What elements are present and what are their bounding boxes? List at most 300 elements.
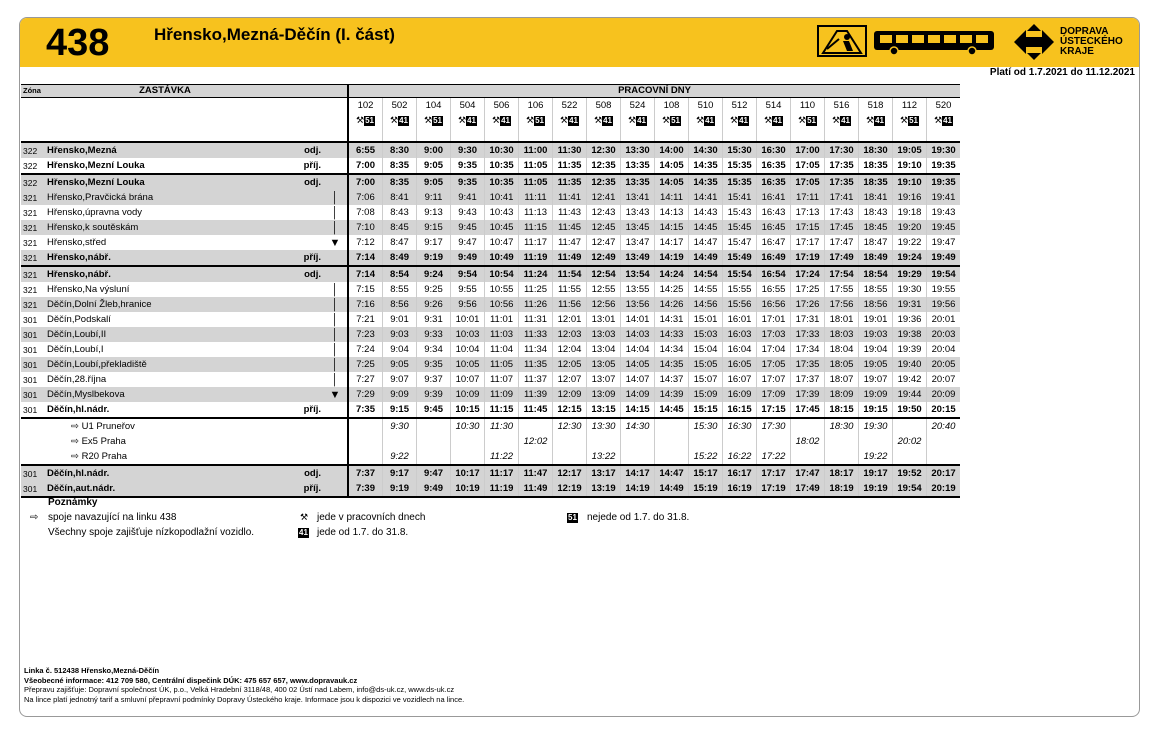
stop-flag: příj. (285, 481, 323, 497)
trip-marks (825, 113, 859, 142)
direction-arrow (323, 481, 348, 497)
time-cell (485, 434, 519, 449)
time-cell: 12:54 (587, 266, 621, 282)
zone-cell: 301 (21, 327, 45, 342)
time-cell: 12:30 (553, 418, 587, 434)
flag-header (285, 85, 323, 98)
time-cell: 10:19 (451, 481, 485, 497)
time-cell: 11:47 (553, 235, 587, 250)
stop-name: Děčín,Podskalí (47, 313, 111, 325)
time-cell: 17:49 (825, 250, 859, 266)
workday-icon: ⚒ (560, 115, 569, 125)
time-cell (825, 434, 859, 449)
time-cell: 11:43 (553, 205, 587, 220)
time-cell: 14:19 (621, 481, 655, 497)
time-cell: 12:02 (519, 434, 553, 449)
badge-41-note: jede od 1.7. do 31.8. (317, 527, 409, 538)
time-cell: 15:30 (723, 142, 757, 158)
time-cell: 9:15 (417, 220, 451, 235)
time-cell: 17:19 (757, 481, 791, 497)
timetable-sheet (19, 17, 1140, 717)
time-cell: 11:01 (485, 312, 519, 327)
time-cell (451, 434, 485, 449)
time-cell (655, 434, 689, 449)
time-cell: 14:15 (655, 220, 689, 235)
time-cell: 11:15 (485, 402, 519, 418)
time-cell: 17:04 (757, 342, 791, 357)
stop-name: Hřensko,Na výsluní (47, 283, 130, 295)
stop-name: Děčín,hl.nádr. (45, 465, 285, 481)
low-floor-note: Všechny spoje zajišťuje nízkopodlažní vozidlo. (48, 527, 255, 538)
time-cell: 11:17 (485, 465, 519, 481)
time-cell: 16:09 (723, 387, 757, 402)
time-cell: 11:35 (519, 357, 553, 372)
time-cell: 16:30 (723, 418, 757, 434)
stop-flag: odj. (285, 174, 323, 190)
time-cell: 19:10 (893, 174, 927, 190)
time-cell: 8:30 (383, 142, 417, 158)
table-row (21, 387, 960, 402)
trip-badge: 41 (773, 116, 782, 125)
time-cell: 20:02 (893, 434, 927, 449)
stop-flag (285, 312, 323, 327)
time-cell: 16:15 (723, 402, 757, 418)
brand-line: KRAJE (1060, 46, 1094, 57)
time-cell: 19:54 (893, 481, 927, 497)
time-cell: 18:41 (859, 190, 893, 205)
trip-marks (417, 113, 451, 142)
time-cell: 17:13 (791, 205, 825, 220)
workday-icon: ⚒ (628, 115, 637, 125)
time-cell: 14:56 (689, 297, 723, 312)
time-cell: 9:45 (451, 220, 485, 235)
time-cell: 19:36 (893, 312, 927, 327)
spacer (323, 98, 348, 114)
table-row (21, 235, 960, 250)
time-cell: 11:45 (553, 220, 587, 235)
direction-arrow (323, 250, 348, 266)
spacer (323, 113, 348, 142)
time-cell: 15:17 (689, 465, 723, 481)
trip-number: 108 (655, 98, 689, 114)
time-cell: 14:49 (689, 250, 723, 266)
stop-name: Hřensko,nábř. (45, 266, 285, 282)
time-cell: 15:54 (723, 266, 757, 282)
time-cell: 9:07 (383, 372, 417, 387)
time-cell: 15:55 (723, 282, 757, 297)
time-cell: 9:09 (383, 387, 417, 402)
time-cell: 7:35 (348, 402, 383, 418)
time-cell: 10:49 (485, 250, 519, 266)
direction-arrow (323, 266, 348, 282)
time-cell: 11:24 (519, 266, 553, 282)
time-cell: 20:19 (927, 481, 961, 497)
time-cell: 8:35 (383, 174, 417, 190)
time-cell: 13:45 (621, 220, 655, 235)
time-cell: 12:04 (553, 342, 587, 357)
time-cell: 14:00 (655, 142, 689, 158)
time-cell: 14:43 (689, 205, 723, 220)
time-cell: 19:47 (927, 235, 961, 250)
time-cell: 9:41 (451, 190, 485, 205)
time-cell: 13:07 (587, 372, 621, 387)
time-cell: 13:55 (621, 282, 655, 297)
time-cell: 11:09 (485, 387, 519, 402)
workday-icon: ⚒ (526, 115, 535, 125)
time-cell: 19:10 (893, 158, 927, 174)
trip-marks (859, 113, 893, 142)
time-cell: 7:16 (348, 297, 383, 312)
trip-marks (927, 113, 961, 142)
time-cell: 20:01 (927, 312, 961, 327)
time-cell: 19:35 (927, 158, 961, 174)
time-cell (723, 434, 757, 449)
trip-badge: 41 (943, 116, 952, 125)
trip-marks (621, 113, 655, 142)
stop-name: Hřensko,úpravna vody (47, 206, 143, 218)
direction-arrow: ▼ (329, 236, 341, 249)
time-cell: 9:47 (451, 235, 485, 250)
time-cell: 14:07 (621, 372, 655, 387)
table-row (21, 190, 960, 205)
connection-note: spoje navazující na linku 438 (48, 512, 177, 523)
time-cell: 18:02 (791, 434, 825, 449)
time-cell: 19:39 (893, 342, 927, 357)
footer-tariff: Na lince platí jednotný tarif a smluvní přepravní podmínky Dopravy Ústeckého kraje. Informace jsou k dispozici ve vozidlech na lince. (24, 694, 465, 704)
time-cell: 12:56 (587, 297, 621, 312)
workday-icon: ⚒ (798, 115, 807, 125)
time-cell: 19:45 (927, 220, 961, 235)
table-row (21, 449, 960, 465)
direction-arrow: │ (331, 343, 339, 356)
direction-arrow: │ (323, 297, 348, 312)
time-cell: 12:01 (553, 312, 587, 327)
time-cell: 8:56 (383, 297, 417, 312)
trip-number: 106 (519, 98, 553, 114)
time-cell: 16:35 (757, 174, 791, 190)
time-cell: 13:30 (621, 142, 655, 158)
time-cell: 17:09 (757, 387, 791, 402)
table-row (21, 250, 960, 266)
zone-cell: 321 (21, 266, 45, 282)
time-cell: 9:43 (451, 205, 485, 220)
time-cell: 11:05 (519, 158, 553, 174)
time-cell: 17:25 (791, 282, 825, 297)
zone-cell: 321 (21, 297, 45, 312)
time-cell: 11:11 (519, 190, 553, 205)
time-cell: 9:33 (417, 327, 451, 342)
time-cell: 19:35 (927, 174, 961, 190)
time-cell: 19:05 (859, 357, 893, 372)
time-cell: 9:19 (417, 250, 451, 266)
zone-cell: 321 (23, 284, 38, 295)
trip-badge: 41 (841, 116, 850, 125)
time-cell: 15:43 (723, 205, 757, 220)
time-cell: 7:12 (348, 235, 383, 250)
time-cell: 10:30 (451, 418, 485, 434)
time-cell: 14:47 (689, 235, 723, 250)
time-cell: 9:00 (417, 142, 451, 158)
time-cell: 16:01 (723, 312, 757, 327)
time-cell: 16:35 (757, 158, 791, 174)
time-cell: 17:05 (757, 357, 791, 372)
time-cell: 18:04 (825, 342, 859, 357)
zone-cell: 301 (23, 314, 38, 325)
time-cell: 18:56 (859, 297, 893, 312)
time-cell: 9:24 (417, 266, 451, 282)
time-cell: 14:55 (689, 282, 723, 297)
trip-number: 522 (553, 98, 587, 114)
time-cell: 14:47 (655, 465, 689, 481)
time-cell: 9:04 (383, 342, 417, 357)
stop-flag (285, 434, 323, 449)
table-row (21, 266, 960, 282)
trip-number: 512 (723, 98, 757, 114)
time-cell: 11:31 (519, 312, 553, 327)
stop-flag: příj. (303, 159, 321, 171)
header-bar (20, 18, 1139, 67)
time-cell: 17:45 (791, 402, 825, 418)
time-cell: 17:00 (791, 142, 825, 158)
time-cell: 8:54 (383, 266, 417, 282)
time-cell: 16:03 (723, 327, 757, 342)
days-header: PRACOVNÍ DNY (348, 85, 960, 98)
direction-arrow (323, 142, 348, 158)
time-cell: 14:05 (655, 174, 689, 190)
time-cell: 8:47 (383, 235, 417, 250)
zone-cell: 321 (23, 207, 38, 218)
direction-arrow: │ (331, 373, 339, 386)
time-cell: 9:31 (417, 312, 451, 327)
time-cell: 17:19 (791, 250, 825, 266)
trip-badge: 51 (671, 116, 680, 125)
trip-number: 504 (451, 98, 485, 114)
stop-flag (285, 220, 323, 235)
trip-number: 104 (417, 98, 451, 114)
time-cell (621, 434, 655, 449)
trip-badge: 41 (501, 116, 510, 125)
time-cell (893, 418, 927, 434)
time-cell: 11:19 (485, 481, 519, 497)
stop-flag (285, 387, 323, 402)
time-cell (825, 449, 859, 465)
trip-badge: 41 (637, 116, 646, 125)
table-row (21, 205, 960, 220)
direction-arrow (323, 434, 348, 449)
time-cell: 14:39 (655, 387, 689, 402)
time-cell: 14:24 (655, 266, 689, 282)
time-cell: 12:07 (553, 372, 587, 387)
time-cell (383, 434, 417, 449)
trip-number: 502 (383, 98, 417, 114)
trip-marks (519, 113, 553, 142)
time-cell: 11:19 (519, 250, 553, 266)
time-cell: 12:45 (587, 220, 621, 235)
time-cell: 11:17 (519, 235, 553, 250)
trip-marks-row (21, 113, 960, 142)
trip-number: 110 (791, 98, 825, 114)
time-cell (927, 434, 961, 449)
time-cell: 20:07 (927, 372, 961, 387)
workday-icon: ⚒ (866, 115, 875, 125)
time-cell: 10:04 (451, 342, 485, 357)
time-cell: 14:54 (689, 266, 723, 282)
time-cell: 19:20 (893, 220, 927, 235)
stop-name: Děčín,Loubí,I (47, 343, 104, 355)
time-cell: 7:14 (348, 266, 383, 282)
time-cell: 17:15 (757, 402, 791, 418)
trip-marks (553, 113, 587, 142)
time-cell: 15:07 (689, 372, 723, 387)
time-cell: 20:03 (927, 327, 961, 342)
zone-cell: 322 (23, 160, 38, 171)
table-row (21, 481, 960, 497)
stop-name: Hřensko,Mezní Louka (45, 174, 285, 190)
stop-flag (285, 205, 323, 220)
time-cell: 14:25 (655, 282, 689, 297)
line-number: 438 (46, 22, 110, 64)
time-cell: 15:19 (689, 481, 723, 497)
time-cell: 17:05 (791, 158, 825, 174)
time-cell: 18:47 (859, 235, 893, 250)
direction-arrow: │ (323, 357, 348, 372)
stop-flag: příj. (285, 250, 323, 266)
time-cell: 9:05 (417, 158, 451, 174)
time-cell: 19:42 (893, 372, 927, 387)
time-cell: 17:03 (757, 327, 791, 342)
stop-name: Hřensko,Mezná (45, 142, 285, 158)
time-cell: 16:04 (723, 342, 757, 357)
time-cell: 13:09 (587, 387, 621, 402)
time-cell: 10:45 (485, 220, 519, 235)
time-cell: 18:30 (859, 142, 893, 158)
time-cell: 17:35 (825, 158, 859, 174)
time-cell: 9:35 (451, 158, 485, 174)
stop-name: ⇨ U1 Pruneřov (45, 418, 285, 434)
time-cell: 17:41 (825, 190, 859, 205)
time-cell: 9:35 (451, 174, 485, 190)
time-cell: 14:17 (621, 465, 655, 481)
stop-name: Děčín,aut.nádr. (45, 481, 285, 497)
time-cell: 14:05 (621, 357, 655, 372)
time-cell: 19:04 (859, 342, 893, 357)
time-cell: 7:00 (348, 174, 383, 190)
time-cell: 17:33 (791, 327, 825, 342)
time-cell: 18:49 (859, 250, 893, 266)
time-cell (893, 449, 927, 465)
zone-cell: 321 (21, 250, 45, 266)
direction-arrow (323, 158, 348, 174)
time-cell: 12:47 (587, 235, 621, 250)
time-cell: 8:43 (383, 205, 417, 220)
zone-cell (21, 434, 45, 449)
time-cell: 19:52 (893, 465, 927, 481)
table-row (21, 174, 960, 190)
time-cell: 9:49 (417, 481, 451, 497)
time-cell: 17:47 (791, 465, 825, 481)
zone-cell: 321 (21, 220, 45, 235)
time-cell: 17:01 (757, 312, 791, 327)
time-cell: 19:54 (927, 266, 961, 282)
table-row (21, 158, 960, 174)
time-cell: 9:03 (383, 327, 417, 342)
time-cell: 13:03 (587, 327, 621, 342)
time-cell: 11:05 (485, 357, 519, 372)
time-cell: 16:30 (757, 142, 791, 158)
zone-cell: 301 (23, 344, 38, 355)
stop-flag: příj. (303, 403, 321, 415)
time-cell: 16:47 (757, 235, 791, 250)
zone-cell: 321 (23, 237, 38, 248)
stop-flag: odj. (285, 266, 323, 282)
time-cell: 17:43 (825, 205, 859, 220)
time-cell: 11:30 (485, 418, 519, 434)
zone-cell: 301 (21, 357, 45, 372)
time-cell: 10:30 (485, 142, 519, 158)
stop-name: Hřensko,Mezní Louka (47, 159, 145, 171)
time-cell: 9:17 (383, 465, 417, 481)
time-cell (791, 418, 825, 434)
time-cell: 16:19 (723, 481, 757, 497)
workday-icon: ⚒ (424, 115, 433, 125)
time-cell: 10:03 (451, 327, 485, 342)
time-cell: 13:04 (587, 342, 621, 357)
zone-header: Zóna (21, 85, 45, 98)
time-cell: 18:45 (859, 220, 893, 235)
time-cell: 18:05 (825, 357, 859, 372)
time-cell: 15:35 (723, 174, 757, 190)
time-cell: 17:11 (791, 190, 825, 205)
time-cell: 8:45 (383, 220, 417, 235)
time-cell: 16:07 (723, 372, 757, 387)
time-cell: 18:01 (825, 312, 859, 327)
workday-icon: ⚒ (300, 512, 309, 522)
time-cell: 9:25 (417, 282, 451, 297)
table-row (21, 434, 960, 449)
badge-51: 51 (568, 513, 577, 522)
time-cell: 10:54 (485, 266, 519, 282)
time-cell: 14:30 (621, 418, 655, 434)
trip-number: 112 (893, 98, 927, 114)
time-cell: 9:22 (383, 449, 417, 465)
stop-name: ⇨ R20 Praha (71, 450, 128, 462)
time-cell: 7:29 (348, 387, 383, 402)
trip-marks (723, 113, 757, 142)
time-cell: 9:30 (383, 418, 417, 434)
time-cell: 15:01 (689, 312, 723, 327)
direction-arrow (323, 402, 348, 418)
time-cell: 17:07 (757, 372, 791, 387)
time-cell: 12:17 (553, 465, 587, 481)
time-cell: 17:31 (791, 312, 825, 327)
trip-number: 508 (587, 98, 621, 114)
table-row (21, 142, 960, 158)
time-cell: 7:00 (348, 158, 383, 174)
time-cell: 13:05 (587, 357, 621, 372)
time-cell: 9:56 (451, 297, 485, 312)
time-cell: 17:15 (791, 220, 825, 235)
time-cell: 11:34 (519, 342, 553, 357)
time-cell: 11:22 (485, 449, 519, 465)
workday-icon: ⚒ (492, 115, 501, 125)
zone-cell: 301 (23, 374, 38, 385)
stop-name: ⇨ Ex5 Praha (71, 435, 126, 447)
zone-cell: 301 (21, 481, 45, 497)
time-cell: 14:37 (655, 372, 689, 387)
time-cell: 12:19 (553, 481, 587, 497)
direction-arrow (323, 449, 348, 465)
time-cell: 10:09 (451, 387, 485, 402)
